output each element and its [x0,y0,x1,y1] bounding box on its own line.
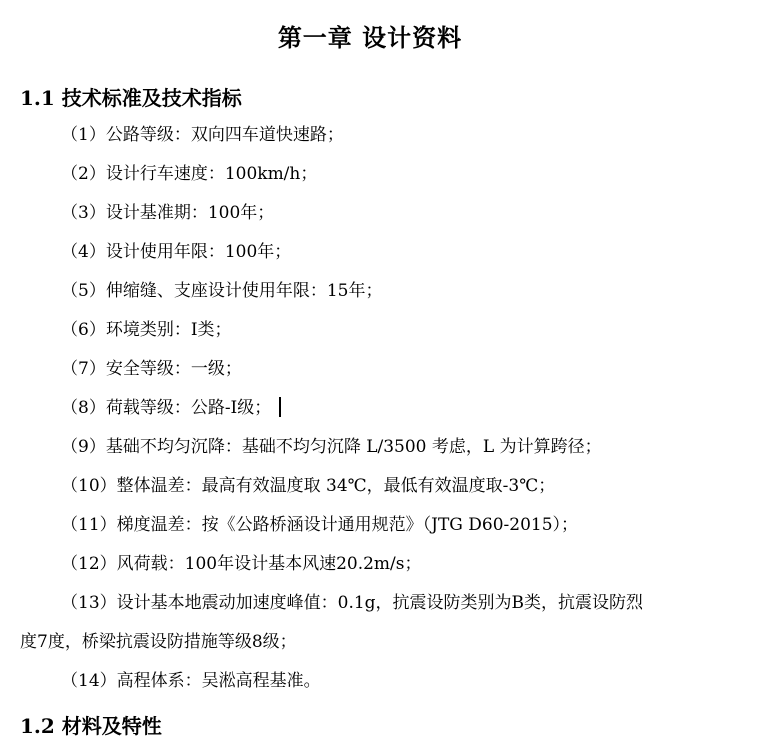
spec-item-6: （6）环境类别：I类； [61,320,232,340]
section-heading-1-2: 1.2 材料及特性 [20,714,162,738]
spec-item-5: （5）伸缩缝、支座设计使用年限：15年； [61,281,383,301]
chapter-title: 第一章 设计资料 [277,23,463,52]
spec-item-14: （14）高程体系：吴淞高程基准。 [61,671,321,691]
text-cursor[interactable] [279,397,281,417]
spec-item-8: （8）荷载等级：公路-I级； [61,398,272,418]
spec-item-11: （11）梯度温差：按《公路桥涵设计通用规范》（JTG D60-2015）； [61,515,579,535]
section-heading-1-1: 1.1 技术标准及技术指标 [20,86,242,110]
spec-item-1: （1）公路等级：双向四车道快速路； [61,125,344,145]
spec-item-8-row [61,397,281,419]
spec-item-10: （10）整体温差：最高有效温度取 34℃，最低有效温度取-3℃； [61,476,556,496]
spec-item-9: （9）基础不均匀沉降：基础不均匀沉降 L/3500 考虑，L 为计算跨径； [61,437,602,457]
spec-item-13: （13）设计基本地震动加速度峰值：0.1g，抗震设防类别为B类，抗震设防烈 [61,593,644,613]
spec-item-3: （3）设计基准期：100年； [61,203,275,223]
spec-item-7: （7）安全等级：一级； [61,359,242,379]
spec-item-2: （2）设计行车速度：100km/h； [61,164,318,184]
spec-item-13-continued: 度7度，桥梁抗震设防措施等级8级； [20,632,297,652]
spec-item-12: （12）风荷载：100年设计基本风速20.2m/s； [61,554,422,574]
spec-item-4: （4）设计使用年限：100年； [61,242,292,262]
